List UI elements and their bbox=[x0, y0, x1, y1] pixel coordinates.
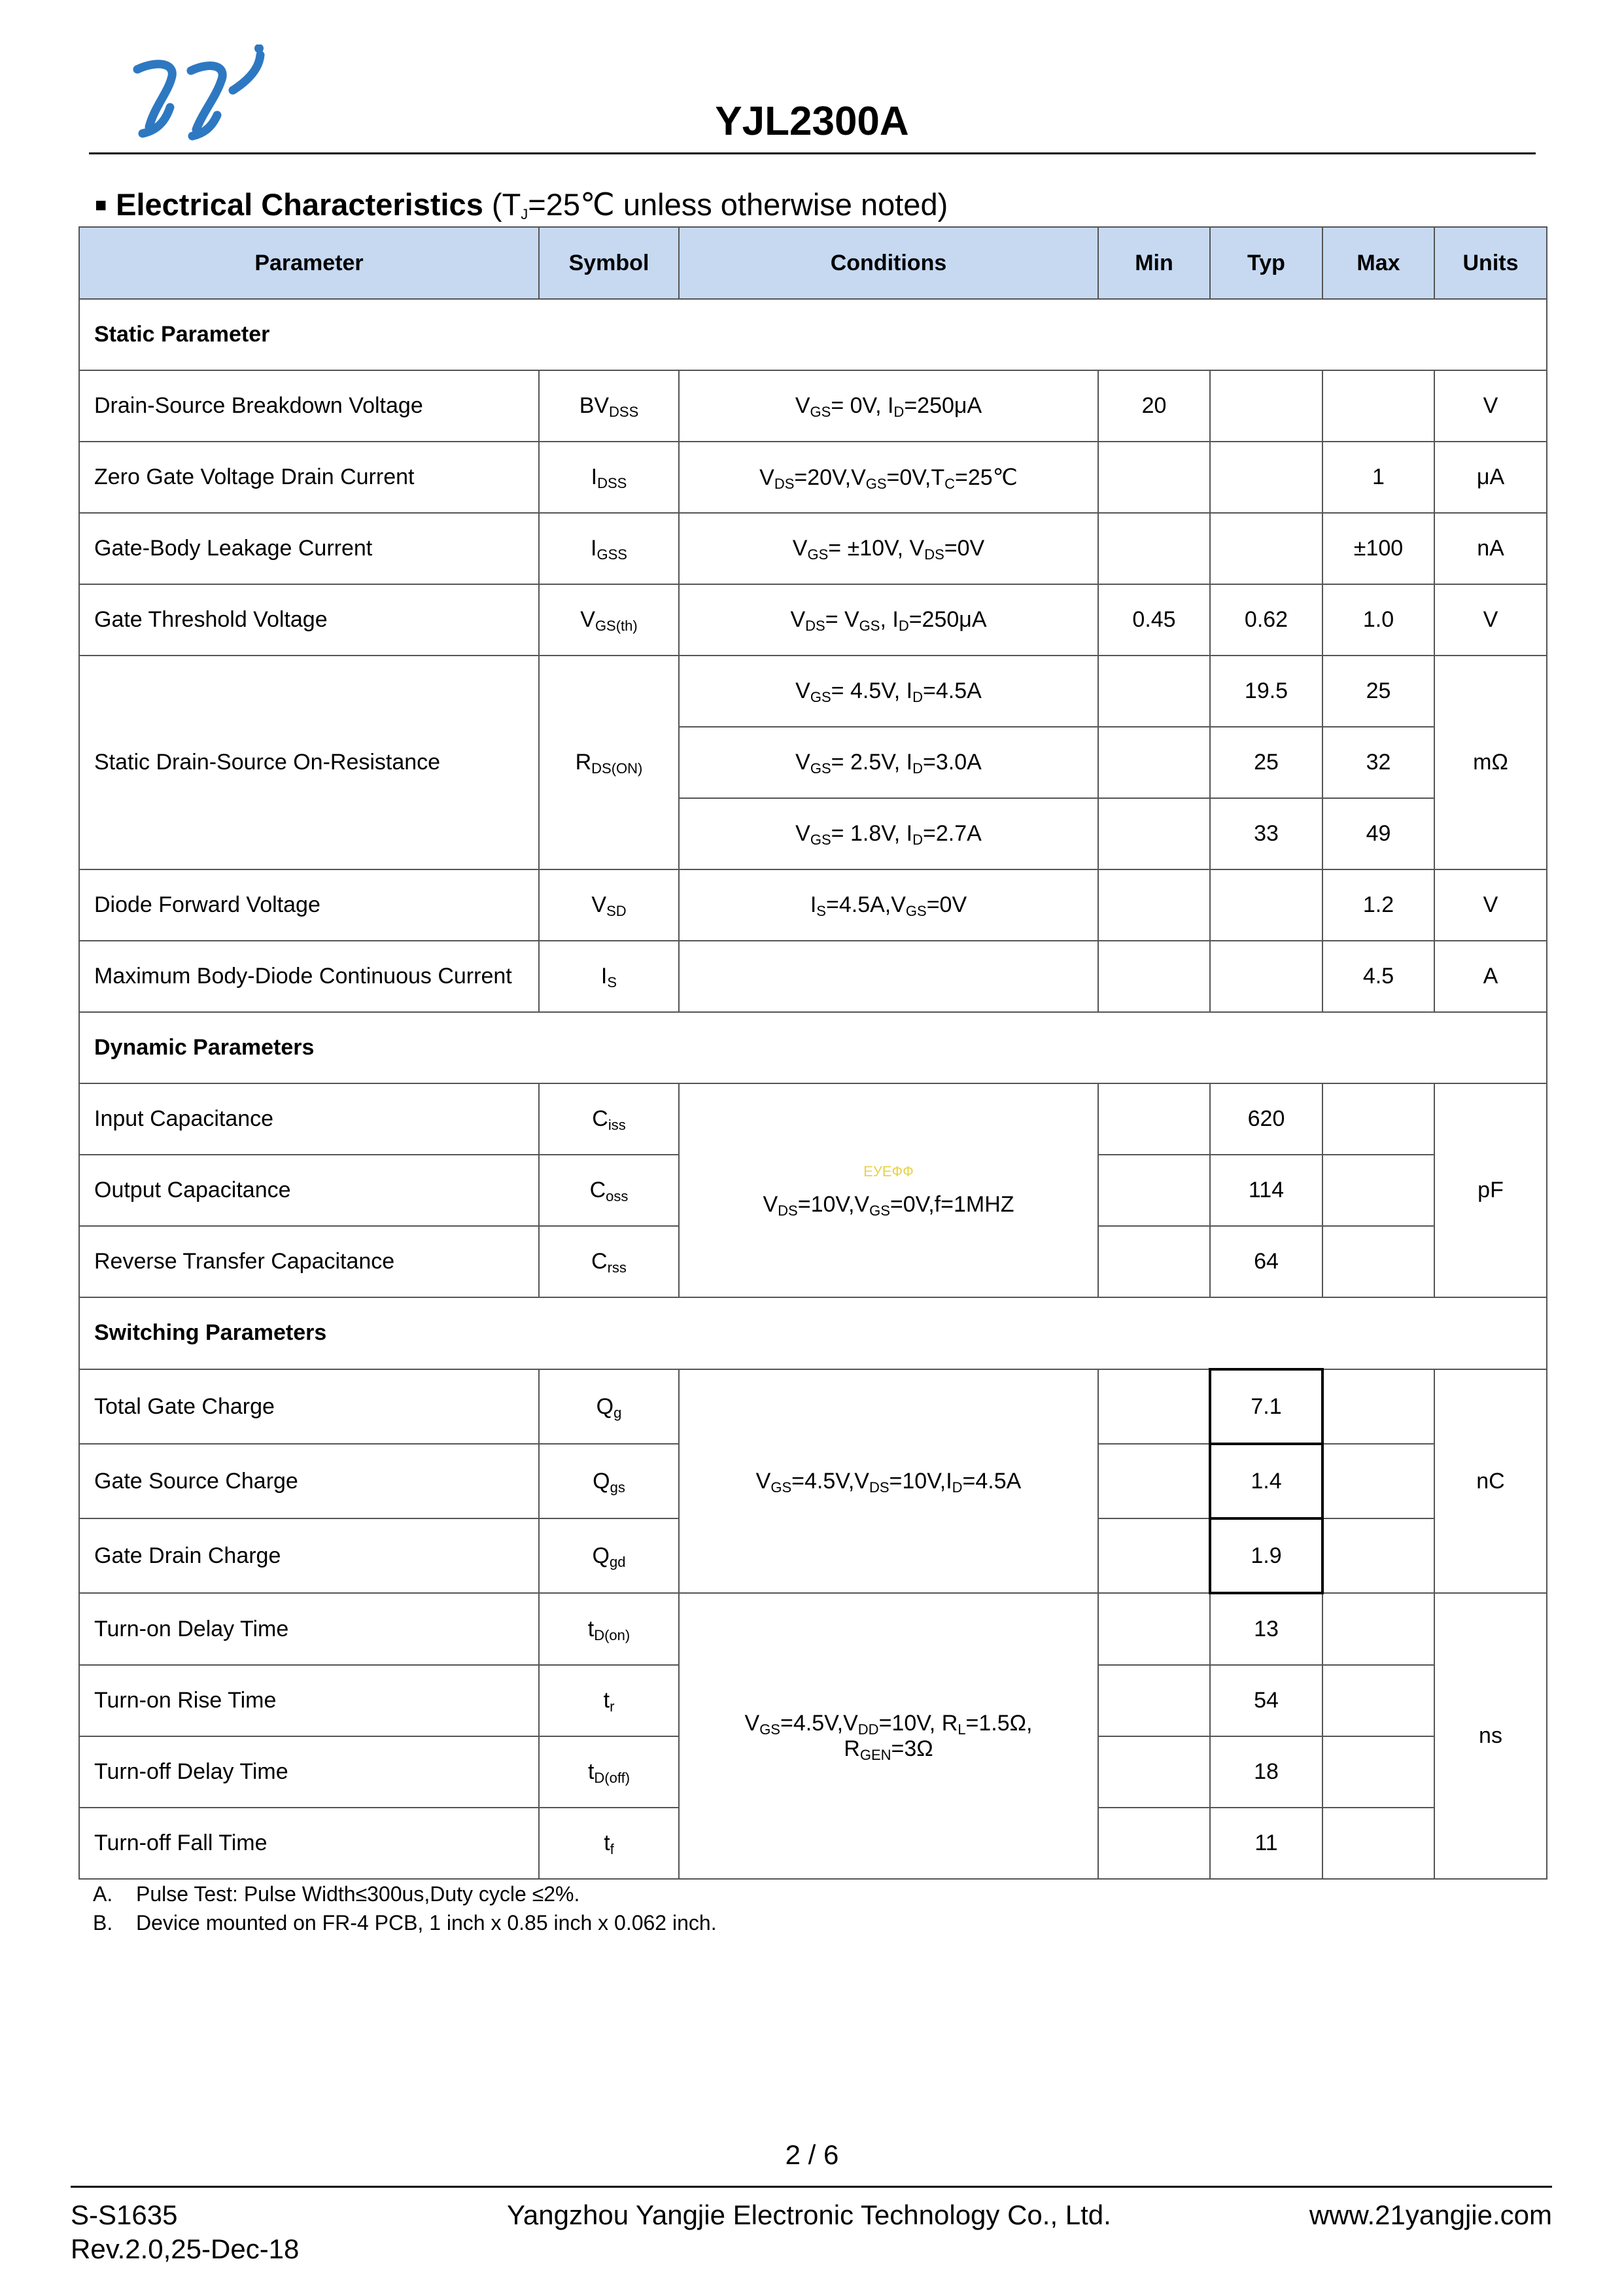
table-row: Output Capacitance $C_{oss}$ 114 bbox=[79, 1155, 1547, 1226]
doc-id: S-S1635 bbox=[71, 2199, 178, 2230]
note-a: A. Pulse Test: Pulse Width≤300us,Duty cycle ≤2%. bbox=[93, 1882, 580, 1906]
section-title: Electrical Characteristics bbox=[116, 187, 483, 222]
table-row: Turn-off Fall Time $t_f$ 11 bbox=[79, 1808, 1547, 1879]
header-parameter: Parameter bbox=[79, 227, 539, 299]
table-row: Static Drain-Source On-Resistance $R_{DS(ON)}$ $V_{GS}= 4.5V$, $I_D=4.5A$ 19.5 25 mΩ bbox=[79, 656, 1547, 727]
note-b: B. Device mounted on FR-4 PCB, 1 inch x 0.85 inch x 0.062 inch. bbox=[93, 1911, 717, 1935]
section-heading: ■ Electrical Characteristics ($T_J=25℃$ unless otherwise noted) bbox=[95, 187, 948, 222]
table-row: Diode Forward Voltage $V_{SD}$ $I_S=4.5A,V_{GS}=0V$ 1.2 V bbox=[79, 869, 1547, 941]
group-switching: Switching Parameters bbox=[79, 1297, 1547, 1369]
page-number: 2 / 6 bbox=[785, 2139, 839, 2170]
header-max: Max bbox=[1322, 227, 1434, 299]
group-row bbox=[79, 1297, 1547, 1369]
table-row: Gate Threshold Voltage $V_{GS(th)}$ $V_{DS}= V_{GS}$, $I_D=250\mu A$ 0.45 0.62 1.0 V bbox=[79, 584, 1547, 656]
table-row: Gate Source Charge $Q_{gs}$ 1.4 bbox=[79, 1444, 1547, 1518]
group-row bbox=[79, 299, 1547, 370]
table-row: Drain-Source Breakdown Voltage $BV_{DSS}$ $V_{GS}= 0V$, $I_D=250\mu A$ 20 V bbox=[79, 370, 1547, 442]
header-symbol: Symbol bbox=[539, 227, 679, 299]
table-row: Gate Drain Charge $Q_{gd}$ 1.9 bbox=[79, 1518, 1547, 1593]
footer-doc-info bbox=[71, 2198, 299, 2266]
table-row: Turn-on Rise Time $t_r$ 54 bbox=[79, 1665, 1547, 1736]
group-dynamic: Dynamic Parameters bbox=[79, 1012, 1547, 1083]
table-row: Reverse Transfer Capacitance $C_{rss}$ 64 bbox=[79, 1226, 1547, 1297]
table-header-row bbox=[79, 227, 1547, 299]
bullet-icon: ■ bbox=[95, 194, 107, 216]
group-static: Static Parameter bbox=[79, 299, 1547, 370]
footer-rule bbox=[71, 2186, 1552, 2188]
group-row bbox=[79, 1012, 1547, 1083]
table-row: Turn-off Delay Time $t_{D(off)}$ 18 bbox=[79, 1736, 1547, 1808]
electrical-characteristics-table bbox=[78, 226, 1547, 1880]
header-min: Min bbox=[1098, 227, 1210, 299]
header-rule bbox=[89, 152, 1536, 154]
table-row: Turn-on Delay Time $t_{D(on)}$ $V_{GS}=4.5V,V_{DD}=10V$, $R_L=1.5\Omega$, $R_{GEN}=3\Omega$ 13 ns bbox=[79, 1593, 1547, 1665]
watermark: ЕУЕФФ bbox=[863, 1163, 914, 1180]
header-units: Units bbox=[1434, 227, 1547, 299]
table-row: $V_{GS}= 1.8V$, $I_D=2.7A$ 33 49 bbox=[79, 798, 1547, 869]
notes bbox=[93, 1880, 717, 1937]
document-title: YJL2300A bbox=[715, 99, 909, 144]
table-row: Total Gate Charge $Q_g$ $V_{GS}=4.5V,V_{DS}=10V,I_D=4.5A$ 7.1 nC bbox=[79, 1369, 1547, 1444]
website-link[interactable]: www.21yangjie.com bbox=[1309, 2199, 1552, 2230]
header-conditions: Conditions bbox=[679, 227, 1098, 299]
table-row: Gate-Body Leakage Current $I_{GSS}$ $V_{GS}= \pm 10V$, $V_{DS}=0V$ ±100 nA bbox=[79, 513, 1547, 584]
revision: Rev.2.0,25-Dec-18 bbox=[71, 2234, 300, 2264]
company-name: Yangzhou Yangjie Electronic Technology Co., Ltd. bbox=[507, 2199, 1111, 2230]
header-typ: Typ bbox=[1210, 227, 1322, 299]
table-row: Maximum Body-Diode Continuous Current $I_S$ 4.5 A bbox=[79, 941, 1547, 1012]
table-row: Input Capacitance $C_{iss}$ ЕУЕФФ $V_{DS}=10V,V_{GS}=0V,f=1MHZ$ 620 pF bbox=[79, 1083, 1547, 1155]
table-row: $V_{GS}= 2.5V$, $I_D=3.0A$ 25 32 bbox=[79, 727, 1547, 798]
table-row: Zero Gate Voltage Drain Current $I_{DSS}$ $V_{DS}=20V,V_{GS}=0V,T_C=25℃$ 1 μA bbox=[79, 442, 1547, 513]
